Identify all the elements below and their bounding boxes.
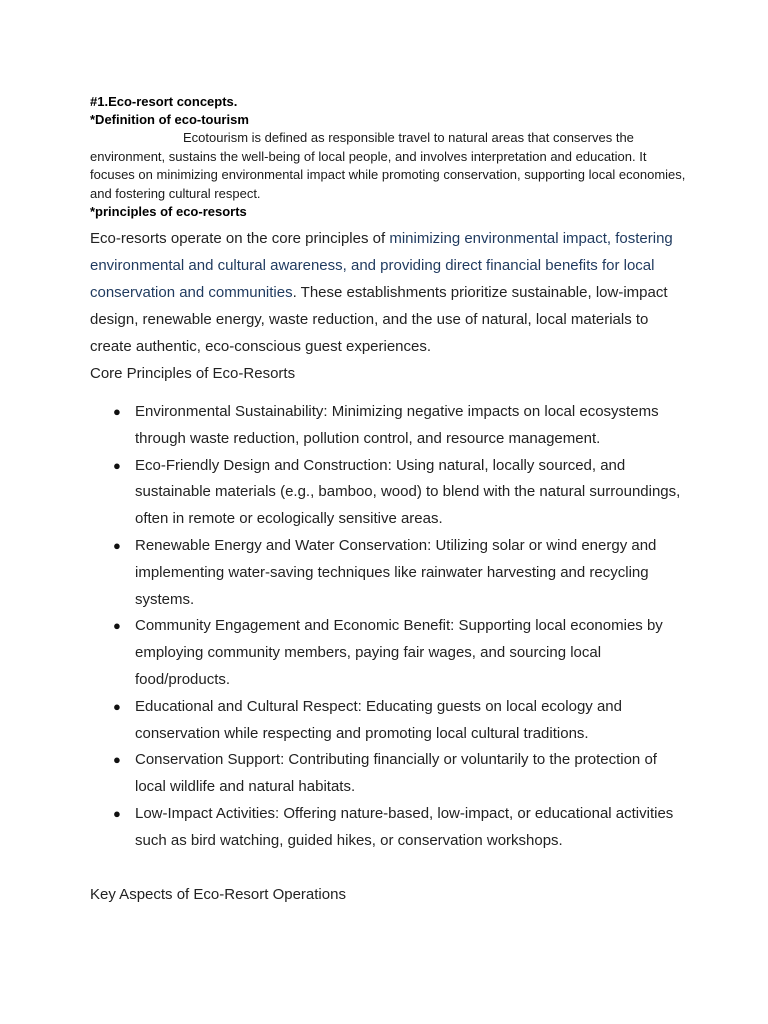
list-item [90,801,690,855]
bullet-icon: ● [113,698,121,714]
list-item-text: Environmental Sustainability: Minimizing negative impacts on local ecosystems through waste reduction, pollution control, and resource management. [135,403,659,447]
list-item [90,533,690,613]
list-item-text: Eco-Friendly Design and Construction: Using natural, locally sourced, and sustainable materials (e.g., bamboo, wood) to blend with the natural surroundings, often in remote or ecologically sensitive areas. [135,456,681,528]
list-item-text: Community Engagement and Economic Benefit: Supporting local economies by employing community members, paying fair wages, and sourcing local food/products. [135,617,663,688]
intro-lead: Eco-resorts operate on the core principles of [90,230,390,247]
key-aspects-title: Key Aspects of Eco-Resort Operations [90,885,346,903]
core-principles-title: Core Principles of Eco-Resorts [90,365,296,382]
bullet-icon: ● [113,805,121,821]
intro-highlight: minimizing environmental impact, fostering environmental and cultural awareness, and providing direct financial benefits for local conservation and communities [90,230,673,301]
intro-rest: . These establishments prioritize sustainable, low-impact design, renewable energy, waste reduction, and the use of natural, local materials to create authentic, eco-conscious guest experiences. [90,284,668,355]
list-item-text: Low-Impact Activities: Offering nature-based, low-impact, or educational activities such as bird watching, guided hikes, or conservation workshops. [135,804,674,849]
list-item-text: Conservation Support: Contributing financially or voluntarily to the protection of local wildlife and natural habitats. [135,751,657,796]
document-content [90,93,690,908]
list-item [90,453,690,533]
definition-paragraph [90,129,690,203]
bullet-icon: ● [113,404,121,419]
definition-heading: *Definition of eco-tourism [90,112,249,127]
section-title: #1.Eco-resort concepts. [90,94,238,109]
list-item [90,613,690,693]
list-item [90,747,690,801]
bullet-icon: ● [113,752,121,768]
bullet-icon: ● [113,537,121,553]
list-item-text: Renewable Energy and Water Conservation: Utilizing solar or wind energy and implementing water-saving techniques like rainwater harvesting and recycling systems. [135,536,657,608]
definition-text: Ecotourism is defined as responsible travel to natural areas that conserves the environment, sustains the well-being of local people, and involves interpretation and education. It focuses on minimizing environmental impact while promoting conservation, supporting local economies, and fostering cultural respect. [90,130,686,201]
core-principles-list [90,399,690,855]
bullet-icon: ● [113,457,121,473]
principles-heading: *principles of eco-resorts [90,204,247,219]
list-item [90,399,690,453]
intro-paragraph [90,225,690,360]
list-item [90,694,690,748]
bullet-icon: ● [113,618,121,634]
list-item-text: Educational and Cultural Respect: Educating guests on local ecology and conservation while respecting and promoting local cultural traditions. [135,697,622,742]
